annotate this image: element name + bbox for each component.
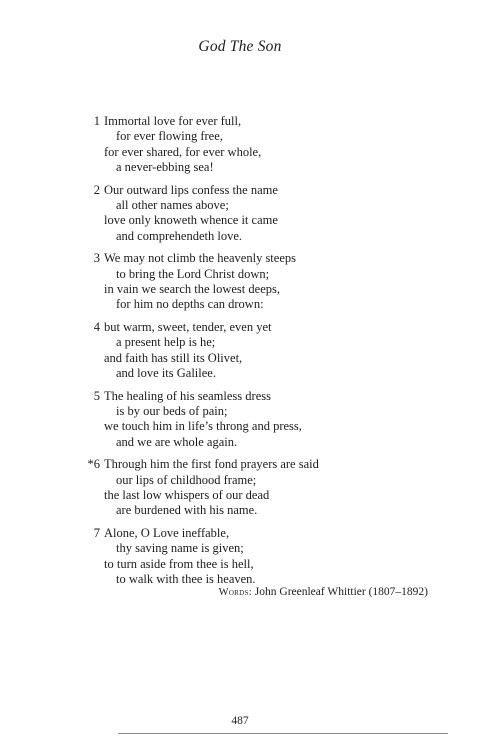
verse-line: to walk with thee is heaven.: [116, 571, 256, 586]
verse-line: Alone, O Love ineffable,: [104, 525, 230, 540]
verse: [93, 319, 444, 382]
credit-author: John Greenleaf Whittier (1807–1892): [254, 586, 428, 598]
verse-line: our lips of childhood frame;: [116, 472, 257, 487]
credit-label: Words:: [218, 587, 252, 598]
verse: [93, 525, 444, 588]
verse-number: 4: [93, 319, 100, 334]
verse-line: a never-ebbing sea!: [116, 160, 214, 175]
verse-line: We may not climb the heavenly steeps: [104, 251, 296, 266]
verse-line: the last low whispers of our dead: [104, 487, 270, 502]
verse-number: 2: [93, 182, 100, 197]
verse-line: to turn aside from thee is hell,: [104, 556, 254, 571]
verse-line: we touch him in life’s throng and press,: [104, 419, 302, 434]
section-title: God The Son: [198, 38, 282, 55]
verse-number: 3: [93, 251, 100, 266]
page-number: 487: [231, 715, 249, 727]
verse-line: and love its Galilee.: [116, 366, 216, 381]
verse-line: to bring the Lord Christ down;: [116, 266, 270, 281]
verse-number: 5: [93, 388, 100, 403]
verse-line: is by our beds of pain;: [116, 403, 228, 418]
verse: [87, 457, 444, 519]
verse-line: thy saving name is given;: [116, 541, 244, 556]
verse-number: 1: [93, 114, 100, 128]
verse: [93, 114, 444, 176]
verse-line: are burdened with his name.: [116, 503, 258, 518]
footer-rule: [118, 733, 448, 734]
verse-line: a present help is he;: [116, 335, 216, 350]
verse-line: and comprehendeth love.: [116, 228, 242, 243]
verse-line: Immortal love for ever full,: [104, 114, 242, 128]
words-credit: [219, 586, 428, 598]
hymn-text: [87, 114, 444, 594]
verse: [93, 182, 444, 245]
verse-line: but warm, sweet, tender, even yet: [104, 319, 272, 334]
verse-line: and faith has still its Olivet,: [104, 350, 243, 365]
verse-line: love only knoweth whence it came: [104, 213, 278, 228]
verse-line: all other names above;: [116, 198, 229, 213]
verse: [93, 251, 444, 313]
verse-number: *6: [87, 457, 100, 472]
verse-line: for ever flowing free,: [116, 129, 223, 144]
verse-line: in vain we search the lowest deeps,: [104, 282, 280, 297]
verse-line: for ever shared, for ever whole,: [104, 144, 262, 159]
verse-line: and we are whole again.: [116, 434, 238, 449]
verse-line: Through him the first fond prayers are said: [104, 457, 319, 472]
verse-line: Our outward lips confess the name: [104, 182, 278, 197]
verse-number: 7: [93, 525, 100, 540]
verse-line: for him no depths can drown:: [116, 297, 264, 312]
verse: [93, 388, 444, 451]
verse-line: The healing of his seamless dress: [104, 388, 271, 403]
